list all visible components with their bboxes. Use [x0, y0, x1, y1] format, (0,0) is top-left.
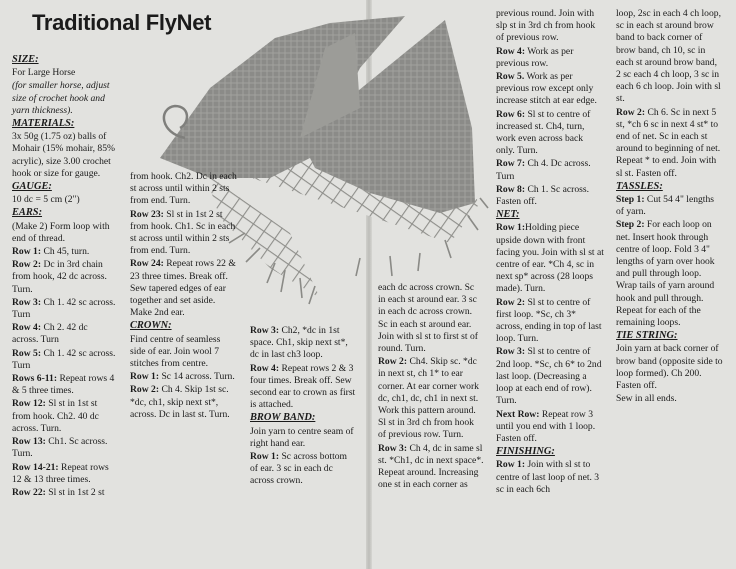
section-heading: EARS:: [12, 207, 43, 219]
row-label: Step 1:: [616, 194, 645, 206]
row-label: Row 2:: [616, 106, 646, 118]
row-text: Sl st to centre of first loop. *Sc, ch 3* across, ending in top of last loop. Turn.: [496, 296, 602, 345]
row-text: Ch 4, dc in same sl st. *Ch1, dc in next space*. Repeat around. Increasing one st in each corner as: [378, 442, 484, 491]
instruction-row: [130, 258, 238, 319]
instruction-row: [250, 325, 356, 362]
section-heading: BROW BAND:: [250, 412, 316, 424]
row-text: Sl st in 1st st from hook. Ch2. 40 dc across. Turn.: [12, 398, 99, 434]
row-text: Ch1. Sc across. Turn.: [12, 436, 108, 460]
instruction-row: [12, 436, 116, 460]
instruction-row: [496, 109, 604, 158]
instruction-row: [496, 409, 604, 446]
row-text: Ch 1. Sc across. Fasten off.: [496, 183, 589, 208]
section-heading: FINISHING:: [496, 446, 555, 458]
row-label: Row 4:: [12, 322, 42, 334]
row-text: Repeat row 3 until you end with 1 loop. Fasten off.: [496, 408, 596, 444]
row-label: Row 2:: [12, 259, 42, 271]
instruction-row: [12, 322, 116, 346]
row-label: Row 4:: [496, 45, 526, 57]
instruction-row: [616, 219, 724, 329]
row-text: Work as per previous row except only increase stitch at ear edge.: [496, 71, 597, 107]
instruction-row: [496, 346, 604, 407]
instruction-row: [616, 194, 724, 218]
instruction-row: [12, 348, 116, 372]
row-text: Ch 4. Dc across. Turn: [496, 158, 591, 182]
row-text: Holding piece upside down with front facing you. Join with sl st at centre of ear. *Ch 4, sc in next sp* across (28 loops made). Turn.: [496, 222, 604, 295]
row-label: Row 22:: [12, 486, 46, 498]
row-label: Row 3:: [496, 346, 526, 358]
instruction-row: [12, 373, 116, 397]
body-text: from hook. Ch2. Dc in each st across until within 2 sts from end. Turn.: [130, 171, 237, 207]
row-label: Row 12:: [12, 398, 46, 410]
row-text: Ch2, *dc in 1st space. Ch1, skip next st*, dc in last ch3 loop.: [250, 325, 348, 361]
body-text: (for smaller horse, adjust size of crochet hook and yarn thickness).: [12, 80, 110, 116]
page-title: Traditional FlyNet: [32, 10, 212, 35]
row-label: Row 1:: [496, 222, 526, 234]
body-text: (Make 2) Form loop with end of thread.: [12, 220, 110, 244]
row-text: Join with sl st to centre of last loop of net. 3 sc in each 6ch: [496, 459, 600, 495]
instruction-row: [496, 158, 604, 182]
body-text: Join yarn at back corner of brow band (opposite side to loop formed). Ch 200. Fasten off.: [616, 343, 723, 392]
body-text: previous round. Join with slp st in 3rd ch from hook of previous row.: [496, 8, 596, 44]
instruction-row: [130, 209, 238, 258]
row-label: Row 3:: [12, 296, 42, 308]
row-label: Step 2:: [616, 219, 645, 231]
row-label: Row 3:: [378, 442, 408, 454]
body-text: Sew in all ends.: [616, 393, 677, 405]
column-2: [130, 171, 238, 422]
row-label: Row 2:: [496, 296, 526, 308]
instruction-row: [250, 363, 356, 412]
row-text: Ch 6. Sc in next 5 st, *ch 6 sc in next 4 st* to end of net. Sc in each st around to beginning of net. Repeat * to end. Join with sl st. Fasten off.: [616, 106, 721, 179]
row-text: Dc in 3rd chain from hook, 42 dc across. Turn.: [12, 259, 107, 295]
row-text: Repeat rows 4 & 5 three times.: [12, 373, 115, 397]
row-text: Repeat rows 12 & 13 three times.: [12, 461, 109, 485]
row-label: Row 1:: [496, 459, 526, 471]
body-text: For Large Horse: [12, 67, 76, 79]
body-text: 10 dc = 5 cm (2"): [12, 194, 80, 206]
row-label: Row 2:: [130, 384, 160, 396]
body-text: loop, 2sc in each 4 ch loop, sc in each st around brow band to back corner of brow band, ch 10, sc in each st around brow band, 2 sc each 4 ch loop, 3 sc in each 6 ch loop. Join with sl st.: [616, 8, 721, 105]
row-label: Row 6:: [496, 108, 526, 120]
row-label: Row 5.: [496, 71, 525, 83]
row-label: Row 3:: [250, 325, 280, 336]
row-text: Ch 45, turn.: [41, 246, 90, 258]
instruction-row: [12, 246, 116, 258]
section-heading: TASSLES:: [616, 180, 663, 192]
instruction-row: [496, 459, 604, 496]
row-text: Repeat rows 2 & 3 four times. Break off. Sew second ear to crown as first is attached.: [250, 362, 356, 411]
row-label: Row 7:: [496, 158, 526, 170]
instruction-row: [616, 107, 724, 180]
row-label: Row 1:: [250, 451, 280, 463]
row-text: Sc across bottom of ear. 3 sc in each dc across crown.: [250, 451, 347, 487]
instruction-row: [496, 297, 604, 346]
instruction-row: [250, 451, 356, 488]
row-label: Row 24:: [130, 258, 164, 270]
row-label: Row 14-21:: [12, 461, 59, 473]
section-heading: SIZE:: [12, 54, 39, 65]
body-text: Join yarn to centre seam of right hand ear.: [250, 425, 354, 449]
instruction-row: [378, 443, 484, 492]
row-label: Row 1:: [130, 371, 160, 383]
row-label: Row 1:: [12, 246, 42, 258]
section-heading: GAUGE:: [12, 181, 52, 193]
row-text: Cut 54 4" lengths of yarn.: [616, 194, 714, 218]
body-text: 3x 50g (1.75 oz) balls of Mohair (15% mohair, 85% acrylic), size 3.00 crochet hook or size for gauge.: [12, 131, 115, 179]
instruction-row: [496, 184, 604, 208]
instruction-row: [12, 297, 116, 321]
row-label: Row 23:: [130, 208, 164, 220]
row-label: Rows 6-11:: [12, 373, 58, 385]
row-label: Next Row:: [496, 408, 540, 420]
section-heading: CROWN:: [130, 320, 172, 332]
instruction-row: [130, 371, 238, 383]
row-text: Repeat rows 22 & 23 three times. Break off. Sew tapered edges of ear together and set aside. Make 2nd ear.: [130, 258, 236, 319]
row-label: Row 8:: [496, 183, 526, 195]
row-label: Row 13:: [12, 436, 46, 448]
instruction-row: [12, 259, 116, 296]
row-label: Row 5:: [12, 347, 42, 359]
column-3: [250, 325, 356, 489]
instruction-row: [12, 487, 116, 499]
section-heading: MATERIALS:: [12, 118, 75, 130]
instruction-row: [496, 222, 604, 295]
row-text: Ch 2. 42 dc across. Turn: [12, 322, 88, 346]
row-label: Row 4:: [250, 362, 280, 374]
row-text: Sl st in 1st 2 st from hook. Ch1. Sc in each st across until within 2 sts from end. Turn.: [130, 208, 236, 257]
row-text: Ch4. Skip sc. *dc in next st, ch 1* to ear corner. At ear corner work dc, ch1, dc, ch1 in next st. Work this pattern around. Sl st in 3rd ch from hook of previous row. Turn.: [378, 356, 479, 441]
column-1: [12, 54, 116, 500]
row-text: For each loop on net. Insert hook through centre of loop. Fold 3 4" lengths of yarn over hook and pull through loop. Wrap tails of yarn around hook and pull through. Repeat for each of the remaining loops.: [616, 219, 715, 329]
instruction-row: [12, 398, 116, 435]
row-text: Ch 1. 42 sc across. Turn: [12, 296, 116, 321]
row-text: Ch 4. Skip 1st sc. *dc, ch1, skip next st*, across. Dc in last st. Turn.: [130, 384, 230, 420]
row-text: Sl st to centre of increased st. Ch4, turn, work even across back only. Turn.: [496, 108, 591, 157]
row-text: Sl st to centre of 2nd loop. *Sc, ch 6* to 2nd last loop. (Decreasing a loop at each end of row). Turn.: [496, 346, 602, 407]
body-text: Find centre of seamless side of ear. Join wool 7 stitches from centre.: [130, 333, 221, 370]
instruction-row: [496, 46, 604, 70]
column-4: [378, 282, 484, 492]
instruction-row: [12, 462, 116, 486]
row-text: Sl st in 1st 2 st: [45, 486, 105, 498]
instruction-row: [496, 71, 604, 108]
column-5: [496, 8, 604, 497]
row-text: Ch 1. 42 sc across. Turn: [12, 347, 116, 371]
row-text: Work as per previous row.: [496, 45, 574, 69]
row-label: Row 2:: [378, 356, 408, 368]
section-heading: TIE STRING:: [616, 330, 678, 342]
body-text: each dc across crown. Sc in each st around ear. 3 sc in each dc across crown. Sc in each st around ear. Join with sl st to first st of round. Turn.: [378, 282, 478, 355]
section-heading: NET:: [496, 209, 520, 221]
instruction-row: [130, 384, 238, 421]
column-6: [616, 8, 724, 407]
instruction-row: [378, 356, 484, 441]
row-text: Sc 14 across. Turn.: [159, 371, 235, 383]
